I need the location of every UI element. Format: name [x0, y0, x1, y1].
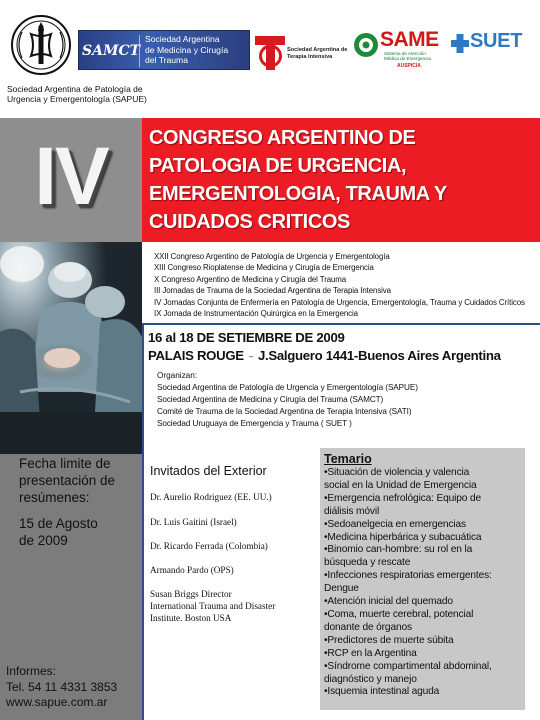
temario-item: •Emergencia nefrológica: Equipo de: [324, 492, 482, 504]
temario-item: •RCP en la Argentina: [324, 647, 417, 659]
temario-item: •Medicina hiperbárica y subacuática: [324, 531, 482, 543]
contact-website: www.sapue.com.ar: [6, 695, 108, 709]
congress-item: IX Jornada de Instrumentación Quirúrgica en la Emergencia: [154, 309, 358, 319]
congress-item: III Jornadas de Trauma de la Sociedad Argentina de Terapia Intensiva: [154, 286, 391, 296]
same-auspicia: AUSPICIA: [397, 63, 421, 69]
event-venue: PALAIS ROUGE – J.Salguero 1441-Buenos Aires Argentina: [148, 348, 501, 363]
sapue-caption: Sociedad Argentina de Patología de Urgencia y Emergentología (SAPUE): [7, 84, 147, 104]
sati-caption: Sociedad Argentina de Terapia Intensiva: [287, 47, 348, 60]
temario-item: •Binomio can-hombre: su rol en la: [324, 544, 473, 556]
event-dates: 16 al 18 DE SETIEMBRE DE 2009: [148, 330, 345, 345]
organizers-label: Organizan:: [157, 371, 198, 380]
organizer-item: Comité de Trauma de la Sociedad Argentina de Terapia Intensiva (SATI): [157, 407, 412, 416]
guest-item: International Trauma and Disaster: [150, 601, 276, 611]
temario-item: •Atención inicial del quemado: [324, 596, 453, 608]
congress-list: [154, 251, 540, 319]
temario-item: diagnóstico y manejo: [324, 673, 417, 685]
surgery-photo: [0, 242, 142, 454]
temario-item: Dengue: [324, 583, 359, 595]
temario-item: •Sedoanelgecia en emergencias: [324, 518, 466, 530]
temario-item: •Síndrome compartimental abdominal,: [324, 660, 492, 672]
organizer-item: Sociedad Argentina de Medicina y Cirugía del Trauma (SAMCT): [157, 395, 384, 404]
temario-list: [324, 467, 524, 699]
guest-item: Dr. Ricardo Ferrada (Colombia): [150, 541, 268, 551]
temario-item: búsqueda y rescate: [324, 557, 411, 569]
temario-item: •Situación de violencia y valencia: [324, 467, 470, 478]
edition-numeral: IV: [34, 131, 108, 222]
congress-item: XXII Congreso Argentino de Patología de Urgencia y Emergentología: [154, 252, 390, 261]
guest-item: Institute. Boston USA: [150, 613, 232, 623]
samct-name: Sociedad Argentina de Medicina y Cirugía del Trauma: [145, 34, 229, 65]
congress-item: X Congreso Argentino de Medicina y Cirugía del Trauma: [154, 274, 347, 284]
congress-title: CONGRESO ARGENTINO DE PATOLOGIA DE URGENCIA, EMERGENTOLOGIA, TRAUMA Y CUIDADOS CRITICOS: [149, 127, 447, 233]
samct-mark: SAMCT: [82, 35, 140, 67]
sapue-logo: [10, 12, 72, 82]
guests-heading: Invitados del Exterior: [150, 464, 267, 478]
guest-item: Susan Briggs Director: [150, 589, 232, 599]
temario-item: •Predictores de muerte súbita: [324, 634, 454, 646]
guest-item: Dr. Aurelio Rodriguez (EE. UU.): [150, 492, 272, 502]
deadline-date: 15 de Agosto de 2009: [19, 516, 98, 548]
temario-item: •Coma, muerte cerebral, potencial: [324, 608, 474, 620]
guest-item: Armando Pardo (OPS): [150, 565, 234, 575]
temario-item: •Infecciones respiratorias emergentes:: [324, 570, 492, 582]
contact-phone: Tel. 54 11 4331 3853: [6, 679, 118, 694]
temario-item: diálisis móvil: [324, 505, 380, 517]
organizer-item: Sociedad Argentina de Patología de Urgencia y Emergentología (SAPUE): [157, 383, 418, 392]
temario-item: •Isquemia intestinal aguda: [324, 686, 440, 698]
congress-item: IV Jornadas Conjunta de Enfermería en Patología de Urgencia, Emergentología, Trauma y Cuidados Críticos: [154, 297, 525, 307]
congress-item: XIII Congreso Rioplatense de Medicina y Cirugía de Emergencia: [154, 263, 374, 273]
same-wordmark: SAME: [380, 28, 439, 51]
temario-item: social en la Unidad de Emergencia: [324, 479, 477, 491]
organizers-list: [157, 382, 537, 430]
suet-wordmark: SUET: [470, 30, 523, 52]
contact-label: Informes:: [6, 664, 57, 678]
same-subtitle: Sistema de Atención Médica de Emergencia: [384, 51, 431, 62]
samct-logo: [78, 30, 250, 70]
organizer-item: Sociedad Uruguaya de Emergencia y Trauma ( SUET ): [157, 419, 352, 428]
contact-info: [6, 664, 142, 711]
temario-heading: Temario: [324, 452, 372, 466]
temario-item: donante de órganos: [324, 621, 412, 633]
guest-item: Dr. Luis Gaitini (Israel): [150, 517, 237, 527]
deadline-label: Fecha limite de presentación de resúmenes:: [19, 456, 116, 505]
